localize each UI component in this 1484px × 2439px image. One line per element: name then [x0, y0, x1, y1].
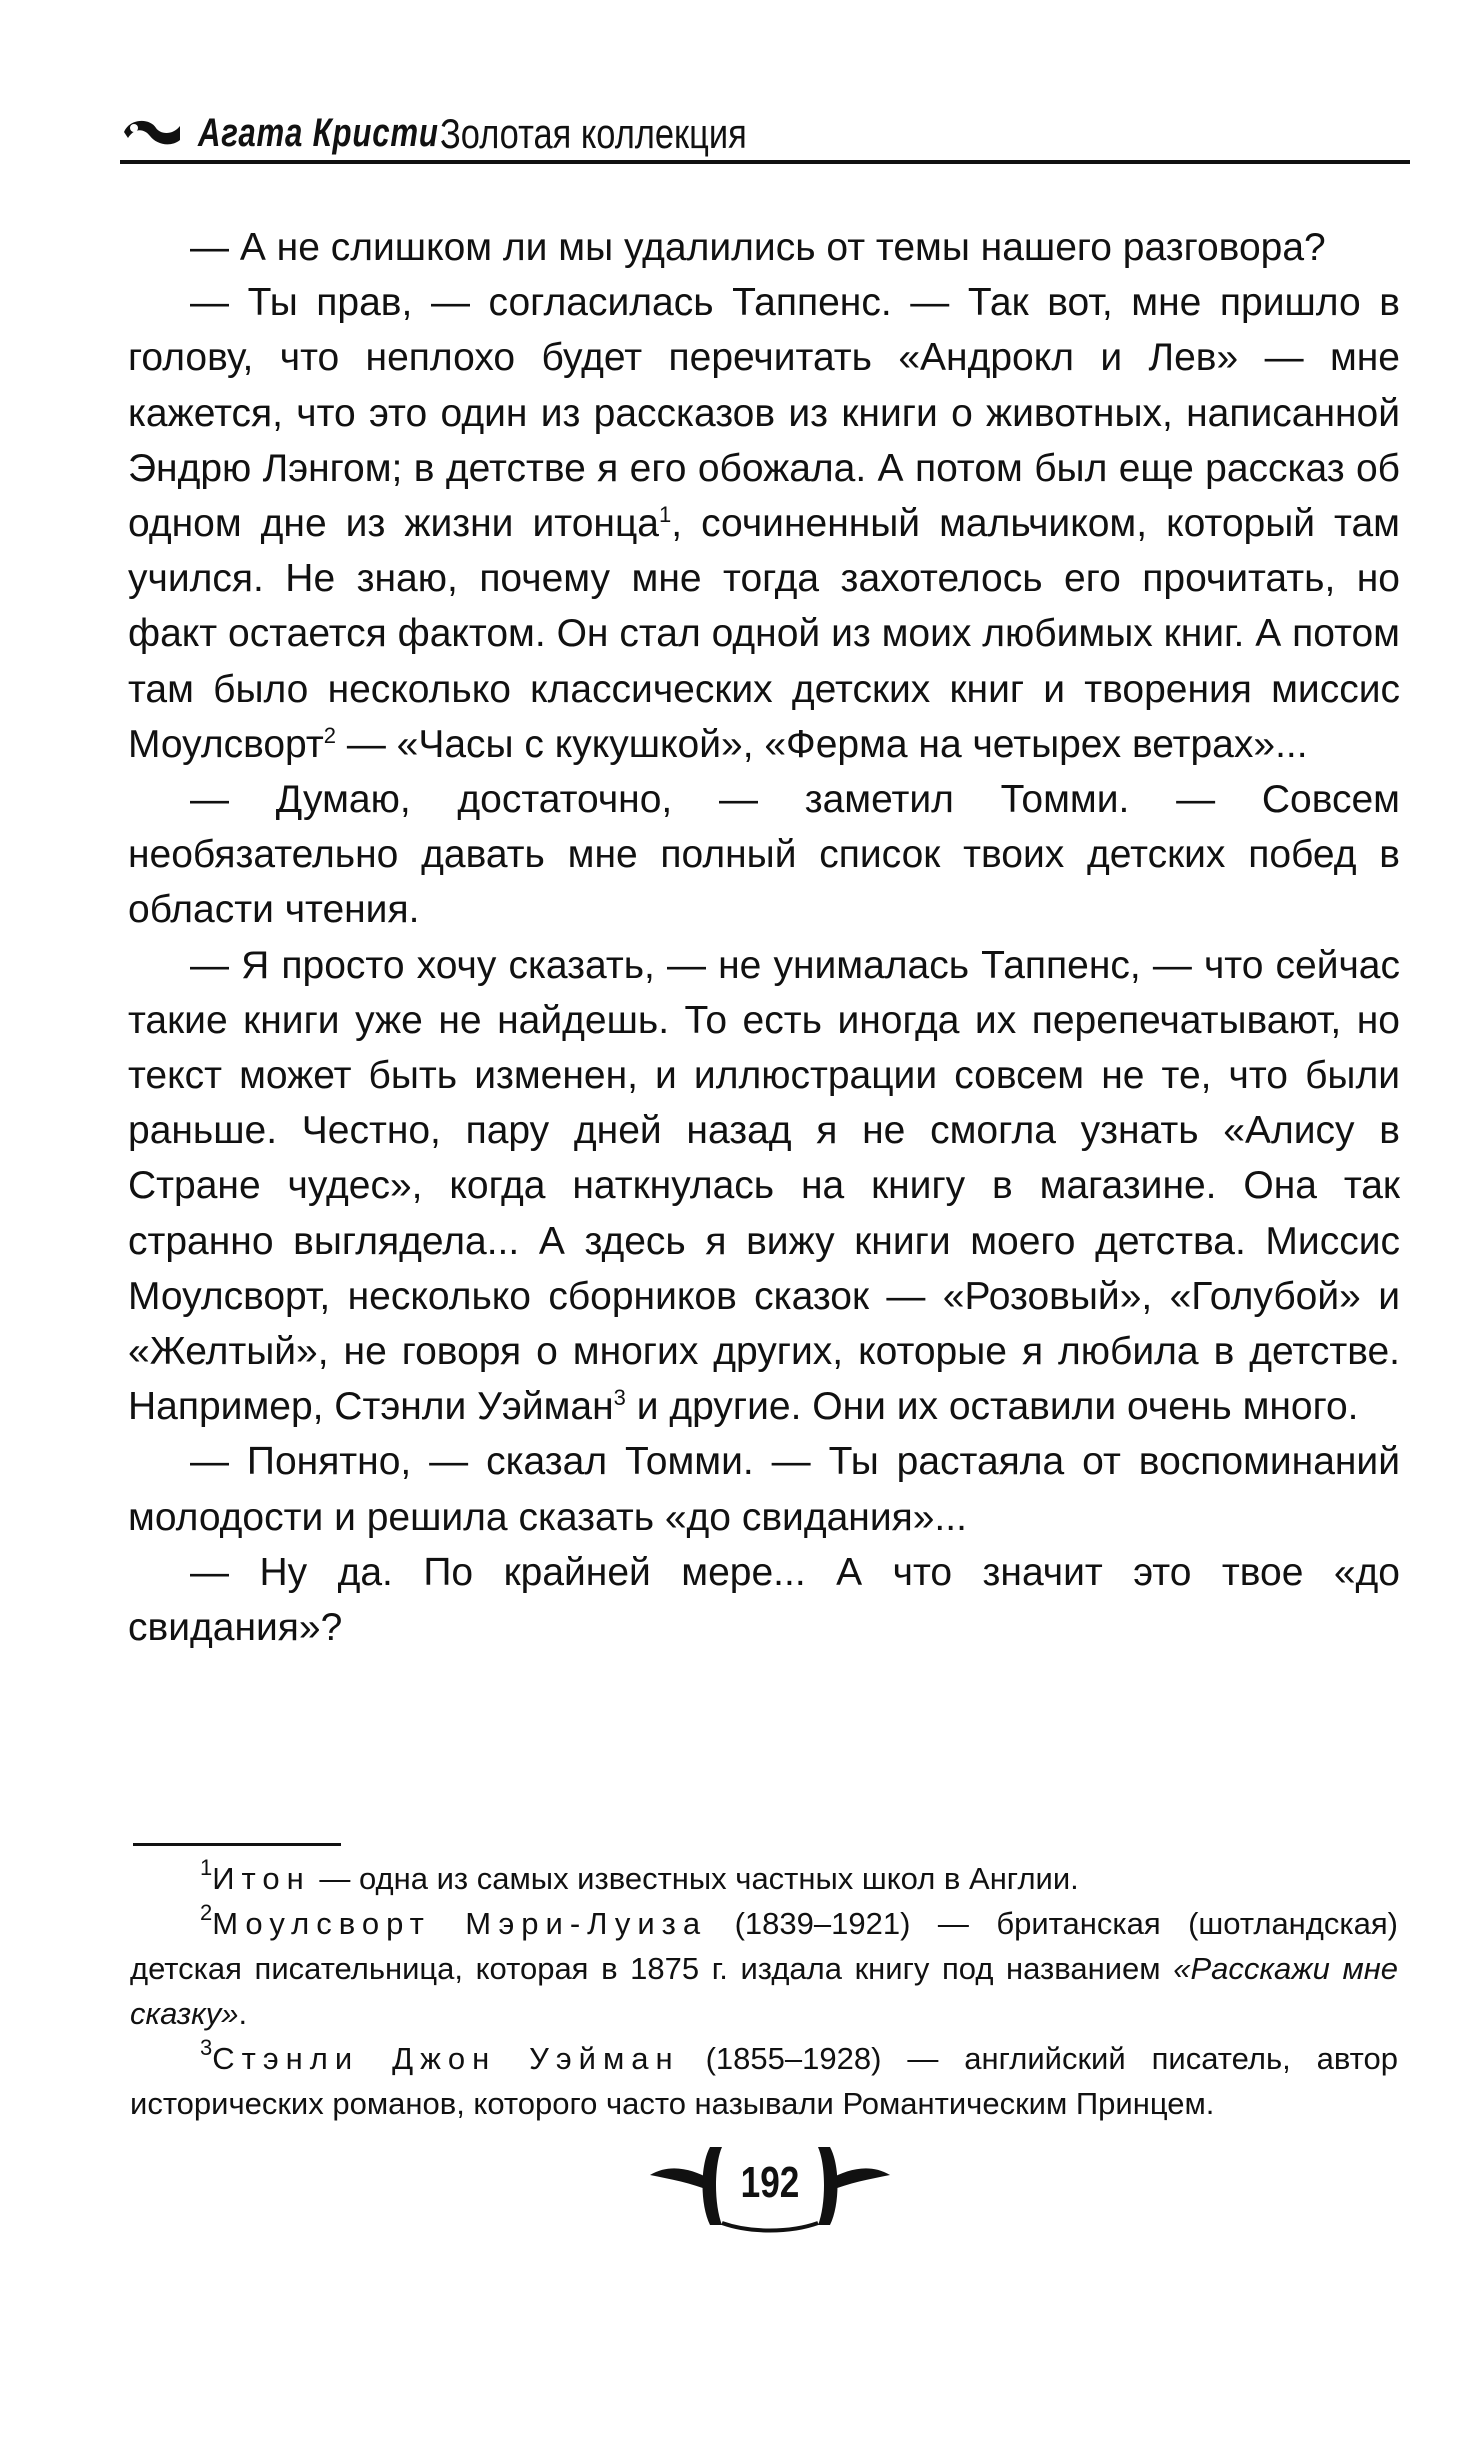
main-text	[128, 220, 1400, 1655]
footnote: $^3$Стэнли Джон Уэйман (1855–1928) — английский писатель, автор исторических романов, которого часто называли Романтическим Принцем.	[130, 2035, 1399, 2121]
paragraph: — Думаю, достаточно, — заметил Томми. — Совсем необязательно давать мне полный список твоих детских побед в области чтения.	[128, 778, 1400, 932]
paragraph: — Ты прав, — согласилась Таппенс. — Так вот, мне пришло в голову, что неплохо будет перечитать «Андрокл и Лев» — мне кажется, что это один из рассказов из книги о животных, написанной Эндрю Лэнгом; в детстве я его обожала. А потом был еще рассказ об одном дне из жизни итонца$^1$, сочиненный мальчиком, который там учился. Не знаю, почему мне тогда захотелось его прочитать, но факт остается фактом. Он стал одной из моих любимых книг. А потом там было несколько классических детских книг и творения миссис Моулсворт$^2$ — «Часы с кукушкой», «Ферма на четырех ветрах»...	[128, 281, 1400, 766]
footnote-ref: 3	[613, 1385, 626, 1411]
footnote: $^2$Моулсворт Мэри-Луиза (1839–1921) — британская (шотландская) детская писательница, которая в 1875 г. издала книгу под названием «Расскажи мне сказку».	[130, 1900, 1398, 2031]
page-number: 192	[740, 2158, 800, 2207]
header-rule	[120, 160, 1410, 164]
footnote-ref: 1	[658, 502, 672, 528]
footnote-ref: 2	[323, 722, 336, 748]
header-author: Агата Кристи	[198, 111, 439, 155]
paragraph: — А не слишком ли мы удалились от темы нашего разговора?	[190, 226, 1326, 269]
footnote-rule	[133, 1843, 341, 1846]
header-series: Золотая коллекция	[440, 110, 747, 157]
paragraph: — Ну да. По крайней мере... А что значит это твое «до свидания»?	[128, 1550, 1400, 1650]
footnotes	[130, 1856, 1398, 2126]
page-number-block	[640, 2135, 900, 2235]
paragraph: — Я просто хочу сказать, — не унималась Таппенс, — что сейчас такие книги уже не найдешь. То есть иногда их перепечатывают, но текст может быть изменен, и иллюстрации совсем не те, что были раньше. Честно, пару дней назад я не смогла узнать «Алису в Стране чудес», когда наткнулась на книгу в магазине. Она так странно выглядела... А здесь я вижу книги моего детства. Миссис Моулсворт, несколько сборников сказок — «Розовый», «Голубой» и «Желтый», не говоря о многих других, которые я любила в детстве. Например, Стэнли Уэйман$^3$ и другие. Они их оставили очень много.	[128, 943, 1400, 1429]
footnote: $^1$Итон — одна из самых известных частных школ в Англии.	[200, 1855, 1079, 1896]
paragraph: — Понятно, — сказал Томми. — Ты растаяла от воспоминаний молодости и решила сказать «до свидания»...	[128, 1440, 1400, 1539]
publisher-logo-icon	[120, 114, 184, 150]
